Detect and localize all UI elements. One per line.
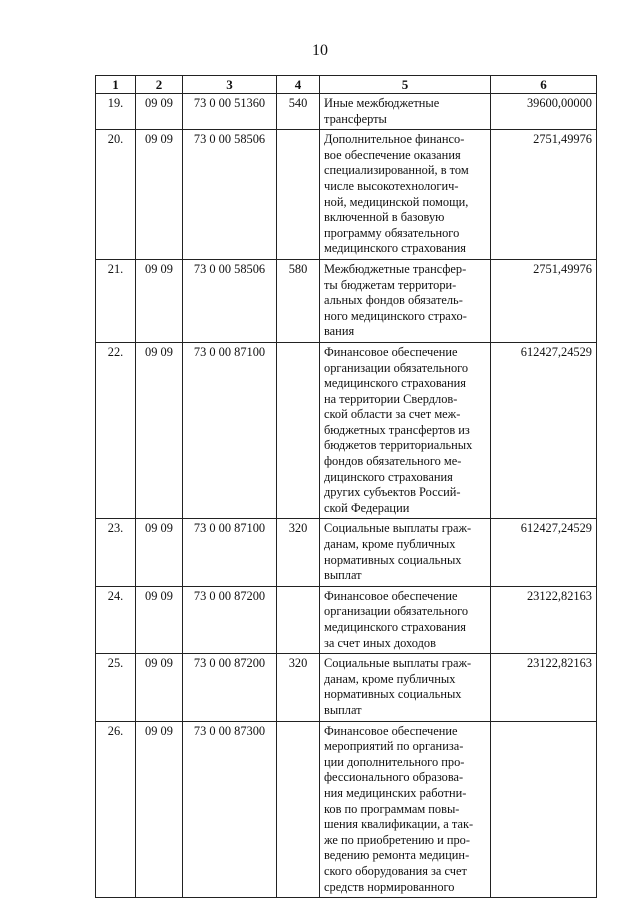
column-header-6: 6: [491, 76, 597, 94]
item-name-cell: [320, 342, 491, 519]
item-name-line: выплат: [324, 568, 362, 583]
item-name-line: фондов обязательного ме-: [324, 454, 462, 469]
item-name-line: средств нормированного: [324, 879, 455, 894]
amount-cell: [491, 721, 597, 898]
target-code-cell: 73 0 00 87300: [183, 721, 277, 898]
item-name-cell: [320, 259, 491, 342]
item-name-line: ков по программам повы-: [324, 801, 460, 816]
section-code-cell: 09 09: [136, 130, 183, 260]
item-name-line: на территории Свердлов-: [324, 391, 458, 406]
section-code-cell: 09 09: [136, 94, 183, 130]
item-name-line: нормативных социальных: [324, 687, 462, 702]
item-name-cell: [320, 654, 491, 721]
section-code-cell: 09 09: [136, 259, 183, 342]
amount-cell: 2751,49976: [491, 259, 597, 342]
row-number-cell: 23.: [96, 519, 136, 586]
row-number-cell: 25.: [96, 654, 136, 721]
table-row: [96, 586, 597, 653]
row-number-cell: 26.: [96, 721, 136, 898]
item-name-line: медицинского страхования: [324, 241, 466, 256]
budget-table: [95, 75, 597, 898]
item-name-line: трансферты: [324, 111, 387, 126]
item-name-line: Финансовое обеспечение: [324, 588, 458, 603]
item-name-line: альных фондов обязатель-: [324, 293, 463, 308]
amount-cell: 23122,82163: [491, 654, 597, 721]
table-row: [96, 342, 597, 519]
item-name-line: медицинского страхования: [324, 620, 466, 634]
item-name-line: же по приобретению и про-: [324, 832, 470, 847]
table-row: [96, 130, 597, 260]
table-row: [96, 94, 597, 130]
target-code-cell: 73 0 00 87100: [183, 519, 277, 586]
item-name-line: ведению ремонта медицин-: [324, 848, 470, 863]
column-header-1: 1: [96, 76, 136, 94]
item-name-line: ной, медицинской помощи,: [324, 194, 469, 209]
item-name-line: ного медицинского страхо-: [324, 308, 467, 323]
target-code-cell: 73 0 00 58506: [183, 130, 277, 260]
target-code-cell: 73 0 00 58506: [183, 259, 277, 342]
target-code-cell: 73 0 00 51360: [183, 94, 277, 130]
item-name-cell: [320, 519, 491, 586]
item-name-line: включенной в базовую: [324, 210, 445, 225]
section-code-cell: 09 09: [136, 586, 183, 653]
table-row: [96, 519, 597, 586]
expense-type-cell: [277, 721, 320, 898]
item-name-line: за счет иных доходов: [324, 635, 436, 650]
target-code-cell: 73 0 00 87100: [183, 342, 277, 519]
item-name-line: ции дополнительного про-: [324, 754, 465, 769]
item-name-line: фессионального образова-: [324, 770, 464, 785]
target-code-cell: 73 0 00 87200: [183, 586, 277, 653]
item-name-line: данам, кроме публичных: [324, 537, 456, 552]
table-row: [96, 259, 597, 342]
item-name-line: Финансовое обеспечение: [324, 723, 458, 738]
item-name-line: мероприятий по организа-: [324, 739, 464, 754]
section-code-cell: 09 09: [136, 721, 183, 898]
row-number-cell: 24.: [96, 586, 136, 653]
item-name-line: Социальные выплаты граж-: [324, 521, 472, 536]
expense-type-cell: 540: [277, 94, 320, 130]
item-name-line: ния медицинских работни-: [324, 785, 467, 800]
amount-cell: 39600,00000: [491, 94, 597, 130]
item-name-line: числе высокотехнологич-: [324, 178, 459, 193]
item-name-line: шения квалификации, а так-: [324, 817, 474, 832]
column-header-2: 2: [136, 76, 183, 94]
item-name-cell: [320, 586, 491, 653]
item-name-line: ской Федерации: [324, 500, 410, 515]
section-code-cell: 09 09: [136, 519, 183, 586]
table-body: [96, 94, 597, 898]
item-name-line: Межбюджетные трансфер-: [324, 261, 467, 276]
amount-cell: 612427,24529: [491, 342, 597, 519]
item-name-line: Социальные выплаты граж-: [324, 656, 472, 671]
section-code-cell: 09 09: [136, 342, 183, 519]
table-row: [96, 654, 597, 721]
item-name-line: других субъектов Россий-: [324, 485, 461, 500]
row-number-cell: 21.: [96, 259, 136, 342]
item-name-line: дицинского страхования: [324, 469, 453, 484]
item-name-line: вания: [324, 324, 355, 339]
page-number: 10: [312, 42, 328, 59]
item-name-line: бюджетов территориальных: [324, 438, 473, 453]
item-name-line: вое обеспечение оказания: [324, 147, 461, 162]
item-name-line: ского оборудования за счет: [324, 863, 467, 878]
item-name-line: специализированной, в том: [324, 163, 469, 178]
item-name-line: данам, кроме публичных: [324, 671, 456, 686]
row-number-cell: 20.: [96, 130, 136, 260]
header-row: [96, 76, 597, 94]
item-name-line: программу обязательного: [324, 225, 460, 240]
row-number-cell: 22.: [96, 342, 136, 519]
item-name-line: медицинского страхования: [324, 376, 466, 391]
item-name-line: Иные межбюджетные: [324, 96, 440, 110]
expense-type-cell: [277, 130, 320, 260]
expense-type-cell: 320: [277, 654, 320, 721]
amount-cell: 2751,49976: [491, 130, 597, 260]
item-name-line: ской области за счет меж-: [324, 407, 461, 422]
item-name-line: нормативных социальных: [324, 552, 462, 567]
table-row: [96, 721, 597, 898]
column-header-5: 5: [320, 76, 491, 94]
expense-type-cell: [277, 342, 320, 519]
item-name-line: ты бюджетам территори-: [324, 277, 457, 292]
expense-type-cell: 580: [277, 259, 320, 342]
amount-cell: 23122,82163: [491, 586, 597, 653]
column-header-4: 4: [277, 76, 320, 94]
item-name-line: Дополнительное финансо-: [324, 132, 465, 147]
column-header-3: 3: [183, 76, 277, 94]
item-name-line: бюджетных трансфертов из: [324, 422, 470, 437]
target-code-cell: 73 0 00 87200: [183, 654, 277, 721]
expense-type-cell: [277, 586, 320, 653]
expense-type-cell: 320: [277, 519, 320, 586]
row-number-cell: 19.: [96, 94, 136, 130]
item-name-line: организации обязательного: [324, 604, 469, 619]
item-name-cell: [320, 130, 491, 260]
item-name-line: выплат: [324, 702, 362, 717]
item-name-cell: [320, 721, 491, 898]
item-name-line: Финансовое обеспечение: [324, 344, 458, 359]
item-name-line: организации обязательного: [324, 360, 469, 375]
section-code-cell: 09 09: [136, 654, 183, 721]
amount-cell: 612427,24529: [491, 519, 597, 586]
item-name-cell: [320, 94, 491, 130]
